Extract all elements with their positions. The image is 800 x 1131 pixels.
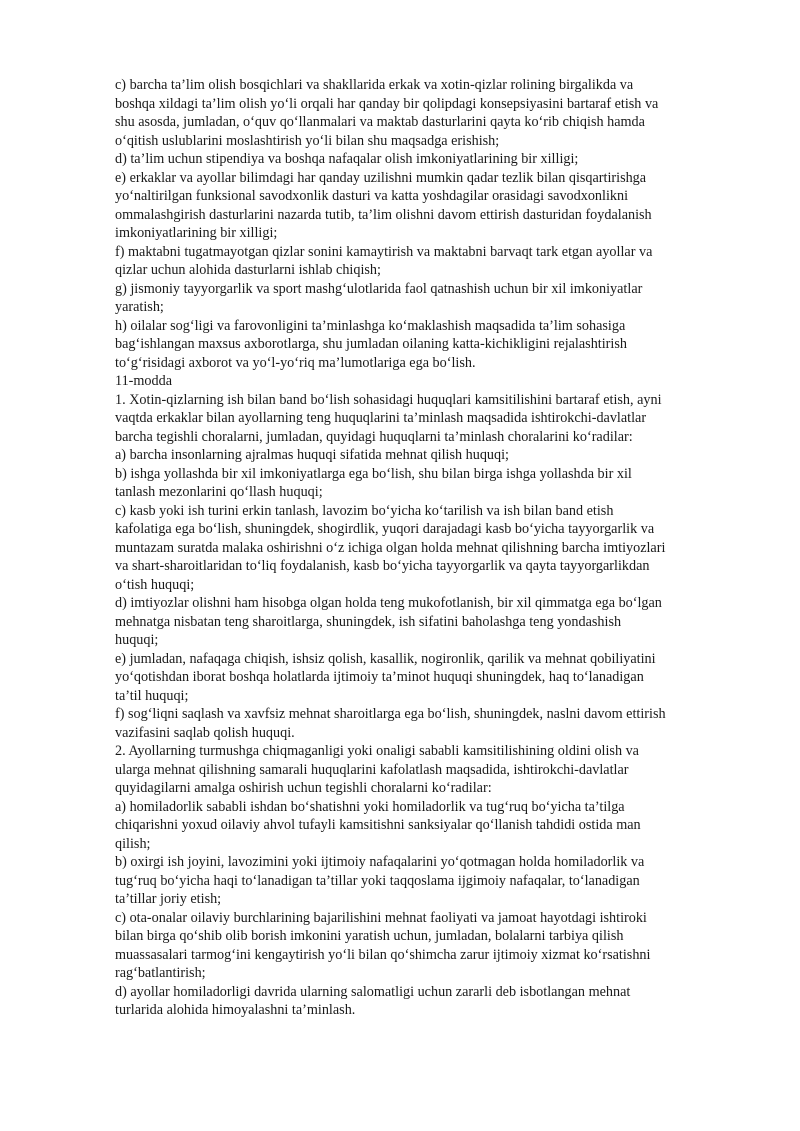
text-line: tug‘ruq bo‘yicha haqi to‘lanadigan ta’tillar yoki taqqoslama ijgimoiy nafaqalar, to‘lanadigan [115, 872, 640, 889]
text-line: d) ayollar homiladorligi davrida ularning salomatligi uchun zararli deb isbotlangan mehnat [115, 983, 631, 1000]
text-line: boshqa xildagi ta’lim olish yo‘li orqali har qanday bir qolipdagi konsepsiyasini bartaraf etish va [115, 95, 659, 112]
text-line: d) ta’lim uchun stipendiya va boshqa nafaqalar olish imkoniyatlarining bir xilligi; [115, 151, 579, 167]
text-line: muassasalari tarmog‘ini kengaytirish yo‘li bilan qo‘shimcha zarur ijtimoiy xizmat ko‘rsatishni [115, 946, 651, 963]
text-line: imkoniyatlarining bir xilligi; [115, 225, 278, 241]
text-line: b) ishga yollashda bir xil imkoniyatlarga ega bo‘lish, shu bilan birga ishga yollashda bir xil [115, 465, 632, 482]
text-line: 2. Ayollarning turmushga chiqmaganligi yoki onaligi sababli kamsitilishining oldini olish va [115, 743, 639, 759]
text-line: quyidagilarni amalga oshirish uchun tegishli choralarni ko‘radilar: [115, 780, 492, 796]
text-line: vazifasini saqlab qolish huquqi. [115, 724, 295, 741]
text-line: tanlash mezonlarini qo‘llash huquqi; [115, 484, 323, 500]
text-line: bag‘ishlangan maxsus axborotlarga, shu jumladan oilaning katta-kichikligini rejalashtirish [115, 336, 627, 352]
text-line: chiqarishni yoxud oilaviy ahvol tufayli kamsitishni sanksiyalar qo‘llanish tahdidi ostida man [115, 817, 641, 833]
text-line: h) oilalar sog‘ligi va farovonligini ta’minlashga ko‘maklashish maqsadida ta’lim sohasiga [115, 317, 626, 334]
text-line: yo‘qotishdan iborat boshqa holatlarda ijtimoiy ta’minot huquqi shuningdek, haq to‘lanadigan [115, 669, 644, 685]
text-line: c) ota-onalar oilaviy burchlarining bajarilishini mehnat faoliyati va jamoat hayotdagi ishtiroki [115, 909, 647, 926]
text-line: c) barcha ta’lim olish bosqichlari va shakllarida erkak va xotin-qizlar rolining birgalikda va [115, 77, 634, 93]
text-line: ta’til huquqi; [115, 687, 189, 704]
document-body [115, 76, 745, 1020]
text-line: ommalashgirish dasturlarini nazarda tutib, ta’lim olishni davom ettirish dasturidan foydalanish [115, 206, 652, 223]
text-line: kafolatiga ega bo‘lish, shuningdek, shogirdlik, yuqori darajadagi kasb bo‘yicha tayyorgarlik va [115, 521, 655, 537]
text-line: huquqi; [115, 632, 159, 648]
text-line: rag‘batlantirish; [115, 965, 206, 981]
text-line: ta’tillar joriy etish; [115, 891, 222, 907]
text-line: 1. Xotin-qizlarning ish bilan band bo‘lish sohasidagi huquqlari kamsitilishini bartaraf etish, ayni [115, 391, 662, 408]
text-line: qilish; [115, 835, 151, 852]
text-line: yo‘naltirilgan funksional savodxonlik dasturi va katta yoshdagilar orasidagi savodxonlikni [115, 188, 629, 204]
text-line: ularga mehnat qilishning samarali huquqlarini kafolatlash maqsadida, ishtirokchi-davlatlar [115, 761, 629, 778]
text-line: c) kasb yoki ish turini erkin tanlash, lavozim bo‘yicha ko‘tarilish va ish bilan band etish [115, 502, 614, 519]
text-line: mehnatga nisbatan teng sharoitlarga, shuningdek, ish sifatini baholashga teng yondashish [115, 613, 622, 630]
text-line: va shart-sharoitlaridan to‘liq foydalanish, kasb bo‘yicha tayyorgarlik va qayta tayyorgarlikdan [115, 558, 650, 574]
text-line: to‘g‘risidagi axborot va yo‘l-yo‘riq ma’lumotlariga ega bo‘lish. [115, 354, 476, 371]
text-line: b) oxirgi ish joyini, lavozimini yoki ijtimoiy nafaqalarini yo‘qotmagan holda homiladorlik va [115, 854, 645, 870]
text-line: f) maktabni tugatmayotgan qizlar sonini kamaytirish va maktabni barvaqt tark etgan ayollar va [115, 243, 653, 260]
text-line: yaratish; [115, 299, 164, 315]
article-heading: 11-modda [115, 373, 172, 389]
text-line: a) barcha insonlarning ajralmas huquqi sifatida mehnat qilish huquqi; [115, 447, 510, 463]
text-line: barcha tegishli choralarni, jumladan, quyidagi huquqlarni ta’minlash choralarini ko‘radilar: [115, 428, 633, 445]
text-line: g) jismoniy tayyorgarlik va sport mashg‘ulotlarida faol qatnashish uchun bir xil imkoniyatlar [115, 280, 643, 297]
text-line: vaqtda erkaklar bilan ayollarning teng huquqlarini ta’minlash maqsadida ishtirokchi-davlatlar [115, 410, 647, 426]
text-line: qizlar uchun alohida dasturlarni ishlab chiqish; [115, 262, 381, 278]
text-line: e) erkaklar va ayollar bilimdagi har qanday uzilishni mumkin qadar tezlik bilan qisqartirishga [115, 169, 647, 186]
text-line: d) imtiyozlar olishni ham hisobga olgan holda teng mukofotlanish, bir xil qimmatga ega bo‘lgan [115, 595, 662, 611]
text-line: o‘tish huquqi; [115, 576, 195, 593]
text-line: a) homiladorlik sababli ishdan bo‘shatishni yoki homiladorlik va tug‘ruq bo‘yicha ta’tilga [115, 798, 625, 815]
text-line: shu asosda, jumladan, o‘quv qo‘llanmalari va maktab dasturlarini qayta ko‘rib chiqish hamda [115, 114, 645, 130]
text-line: muntazam suratda malaka oshirishni o‘z ichiga olgan holda mehnat qilishning barcha imtiyozlari [115, 539, 666, 556]
text-line: f) sog‘liqni saqlash va xavfsiz mehnat sharoitlarga ega bo‘lish, shuningdek, naslni davom ettirish [115, 706, 666, 722]
text-line: o‘qitish uslublarini moslashtirish yo‘li bilan shu maqsadga erishish; [115, 132, 500, 149]
text-line: turlarida alohida himoyalashni ta’minlash. [115, 1002, 356, 1018]
text-line: bilan birga qo‘shib olib borish imkonini yaratish uchun, jumladan, bolalarni tarbiya qilish [115, 928, 624, 944]
text-line: e) jumladan, nafaqaga chiqish, ishsiz qolish, kasallik, nogironlik, qarilik va mehnat qobiliyatini [115, 650, 656, 667]
